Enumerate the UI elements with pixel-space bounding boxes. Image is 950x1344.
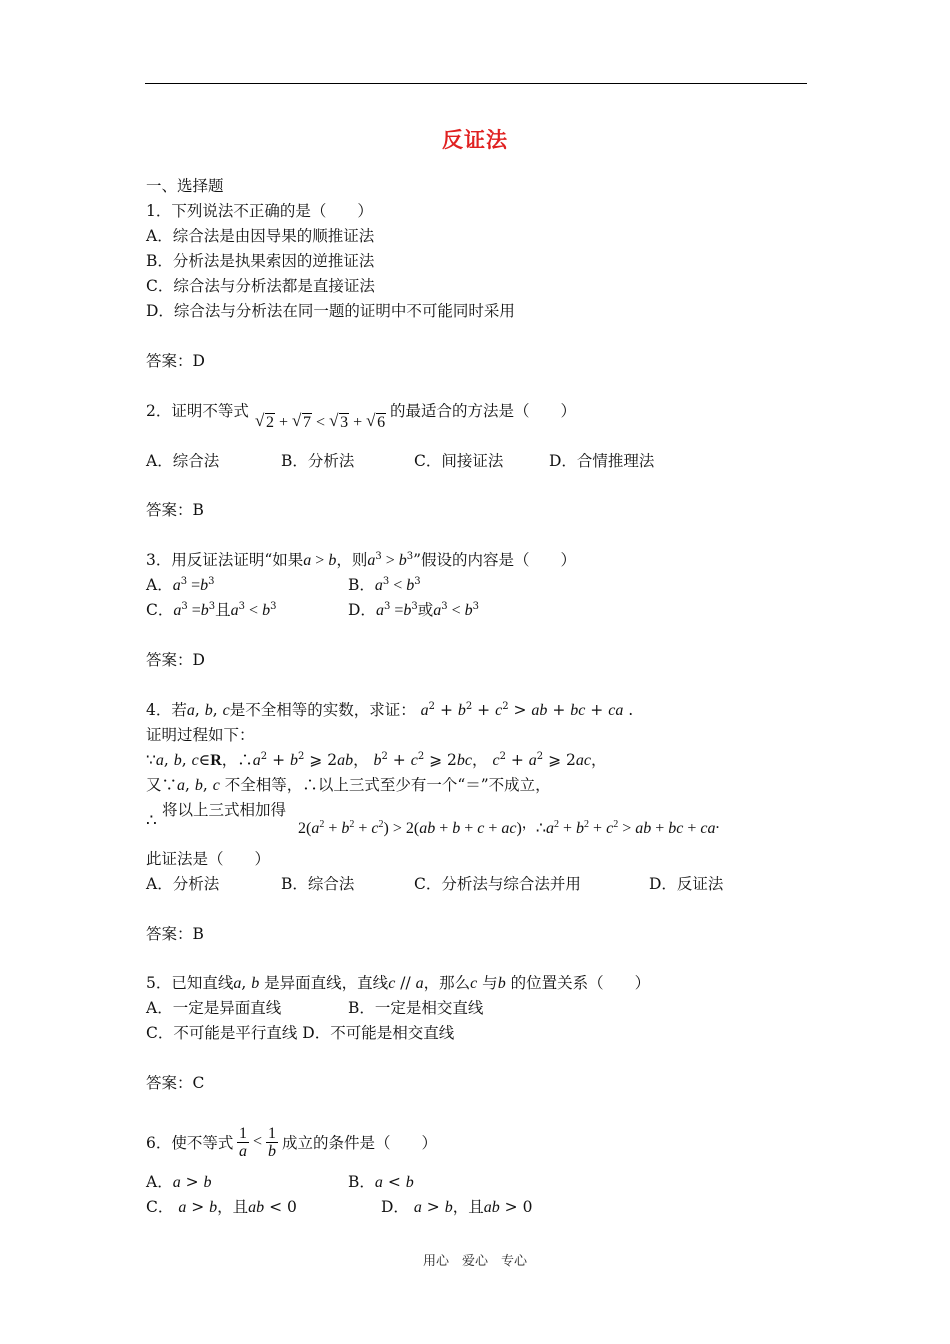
q5-option-b: B．一定是相交直线	[348, 999, 484, 1017]
q3-option-b: B．$a^3 < b^3$	[348, 576, 421, 594]
q4-proof-line1: ∵a, b, c∈R，$\therefore a^2 + b^2$ ⩾ 2ab， $b^2 + c^2$ ⩾ 2bc， $c^2 + a^2$ ⩾ 2ac，	[146, 751, 607, 769]
q2-stem-post: 的最适合的方法是（ ）	[390, 402, 577, 420]
q5-stem: 5．已知直线a, b 是异面直线，直线c // a，那么c 与b 的位置关系（ ）	[146, 974, 651, 992]
q3-stem: 3．用反证法证明“如果a > b，则$a^3 > b^3$”假设的内容是（ ）	[146, 551, 577, 569]
q6-option-d: D． a > b，且ab > 0	[381, 1198, 533, 1216]
q1-answer: 答案：D	[146, 352, 205, 370]
q2-stem-pre: 2．证明不等式	[146, 402, 249, 420]
q1-option-c: C．综合法与分析法都是直接证法	[146, 277, 375, 295]
page-footer: 用心 爱心 专心	[422, 1254, 527, 1269]
q6-stem-pre: 6．使不等式	[146, 1134, 234, 1152]
q4-option-a: A．分析法	[146, 875, 220, 893]
q1-option-a: A．综合法是由因导果的顺推证法	[146, 227, 375, 245]
q4-option-c: C．分析法与综合法并用	[414, 875, 581, 893]
q3-option-a: A．$a^3 =b^3$	[146, 576, 215, 594]
q5-option-cd: C．不可能是平行直线 D．不可能是相交直线	[146, 1024, 455, 1042]
q6-option-b: B．a < b	[348, 1173, 414, 1191]
q3-option-d: D．$a^3 =b^3$或$a^3 < b^3$	[348, 601, 480, 619]
q3-answer: 答案：D	[146, 651, 205, 669]
page-title: 反证法	[442, 127, 508, 152]
q4-answer: 答案：B	[146, 925, 204, 943]
q4-option-b: B．综合法	[281, 875, 355, 893]
q2-option-c: C．间接证法	[414, 452, 504, 470]
q4-proof-intro: 证明过程如下：	[146, 726, 255, 744]
section-heading: 一、选择题	[146, 177, 224, 195]
q4-option-d: D．反证法	[649, 875, 724, 893]
q1-option-b: B．分析法是执果索因的逆推证法	[146, 252, 375, 270]
q3-option-c: C．$a^3 =b^3$且$a^3 < b^3$	[146, 601, 277, 619]
q6-stem-post: 成立的条件是（ ）	[282, 1134, 438, 1152]
q4-proof-line3-math: $2(a^2 + b^2 + c^2) > 2(ab + b + c + ac)$，$\therefore a^2 + b^2 + c^2$ > ab + bc + ca.	[298, 815, 720, 837]
q5-option-a: A．一定是异面直线	[146, 999, 282, 1017]
q4-stem: 4．若a, b, c是不全相等的实数，求证： $a^2 + b^2 + c^2$ > ab + bc + ca .	[146, 701, 634, 719]
q5-answer: 答案：C	[146, 1074, 205, 1092]
q1-option-d: D．综合法与分析法在同一题的证明中不可能同时采用	[146, 302, 515, 320]
therefore-symbol: ∴	[146, 811, 157, 831]
q2-option-b: B．分析法	[281, 452, 355, 470]
q6-option-a: A．a > b	[146, 1173, 212, 1191]
q4-proof-line3-pre: 将以上三式相加得	[162, 801, 287, 819]
q1-stem: 1．下列说法不正确的是（ ）	[146, 202, 373, 220]
q2-inequality: √ 2 + √ 7 < √ 3 + √ 6	[255, 411, 386, 431]
q2-answer: 答案：B	[146, 501, 204, 519]
q6-option-c: C． a > b，且ab < 0	[146, 1198, 297, 1216]
q2-option-d: D．合情推理法	[549, 452, 655, 470]
header-rule	[145, 83, 807, 84]
q4-question: 此证法是（ ）	[146, 850, 271, 868]
q6-inequality: $\frac{1}{a}$ < $\frac{1}{b}$	[239, 1125, 277, 1160]
q4-proof-line2: 又∵a, b, c 不全相等，∴以上三式至少有一个“＝”不成立，	[146, 776, 551, 794]
q2-option-a: A．综合法	[146, 452, 220, 470]
